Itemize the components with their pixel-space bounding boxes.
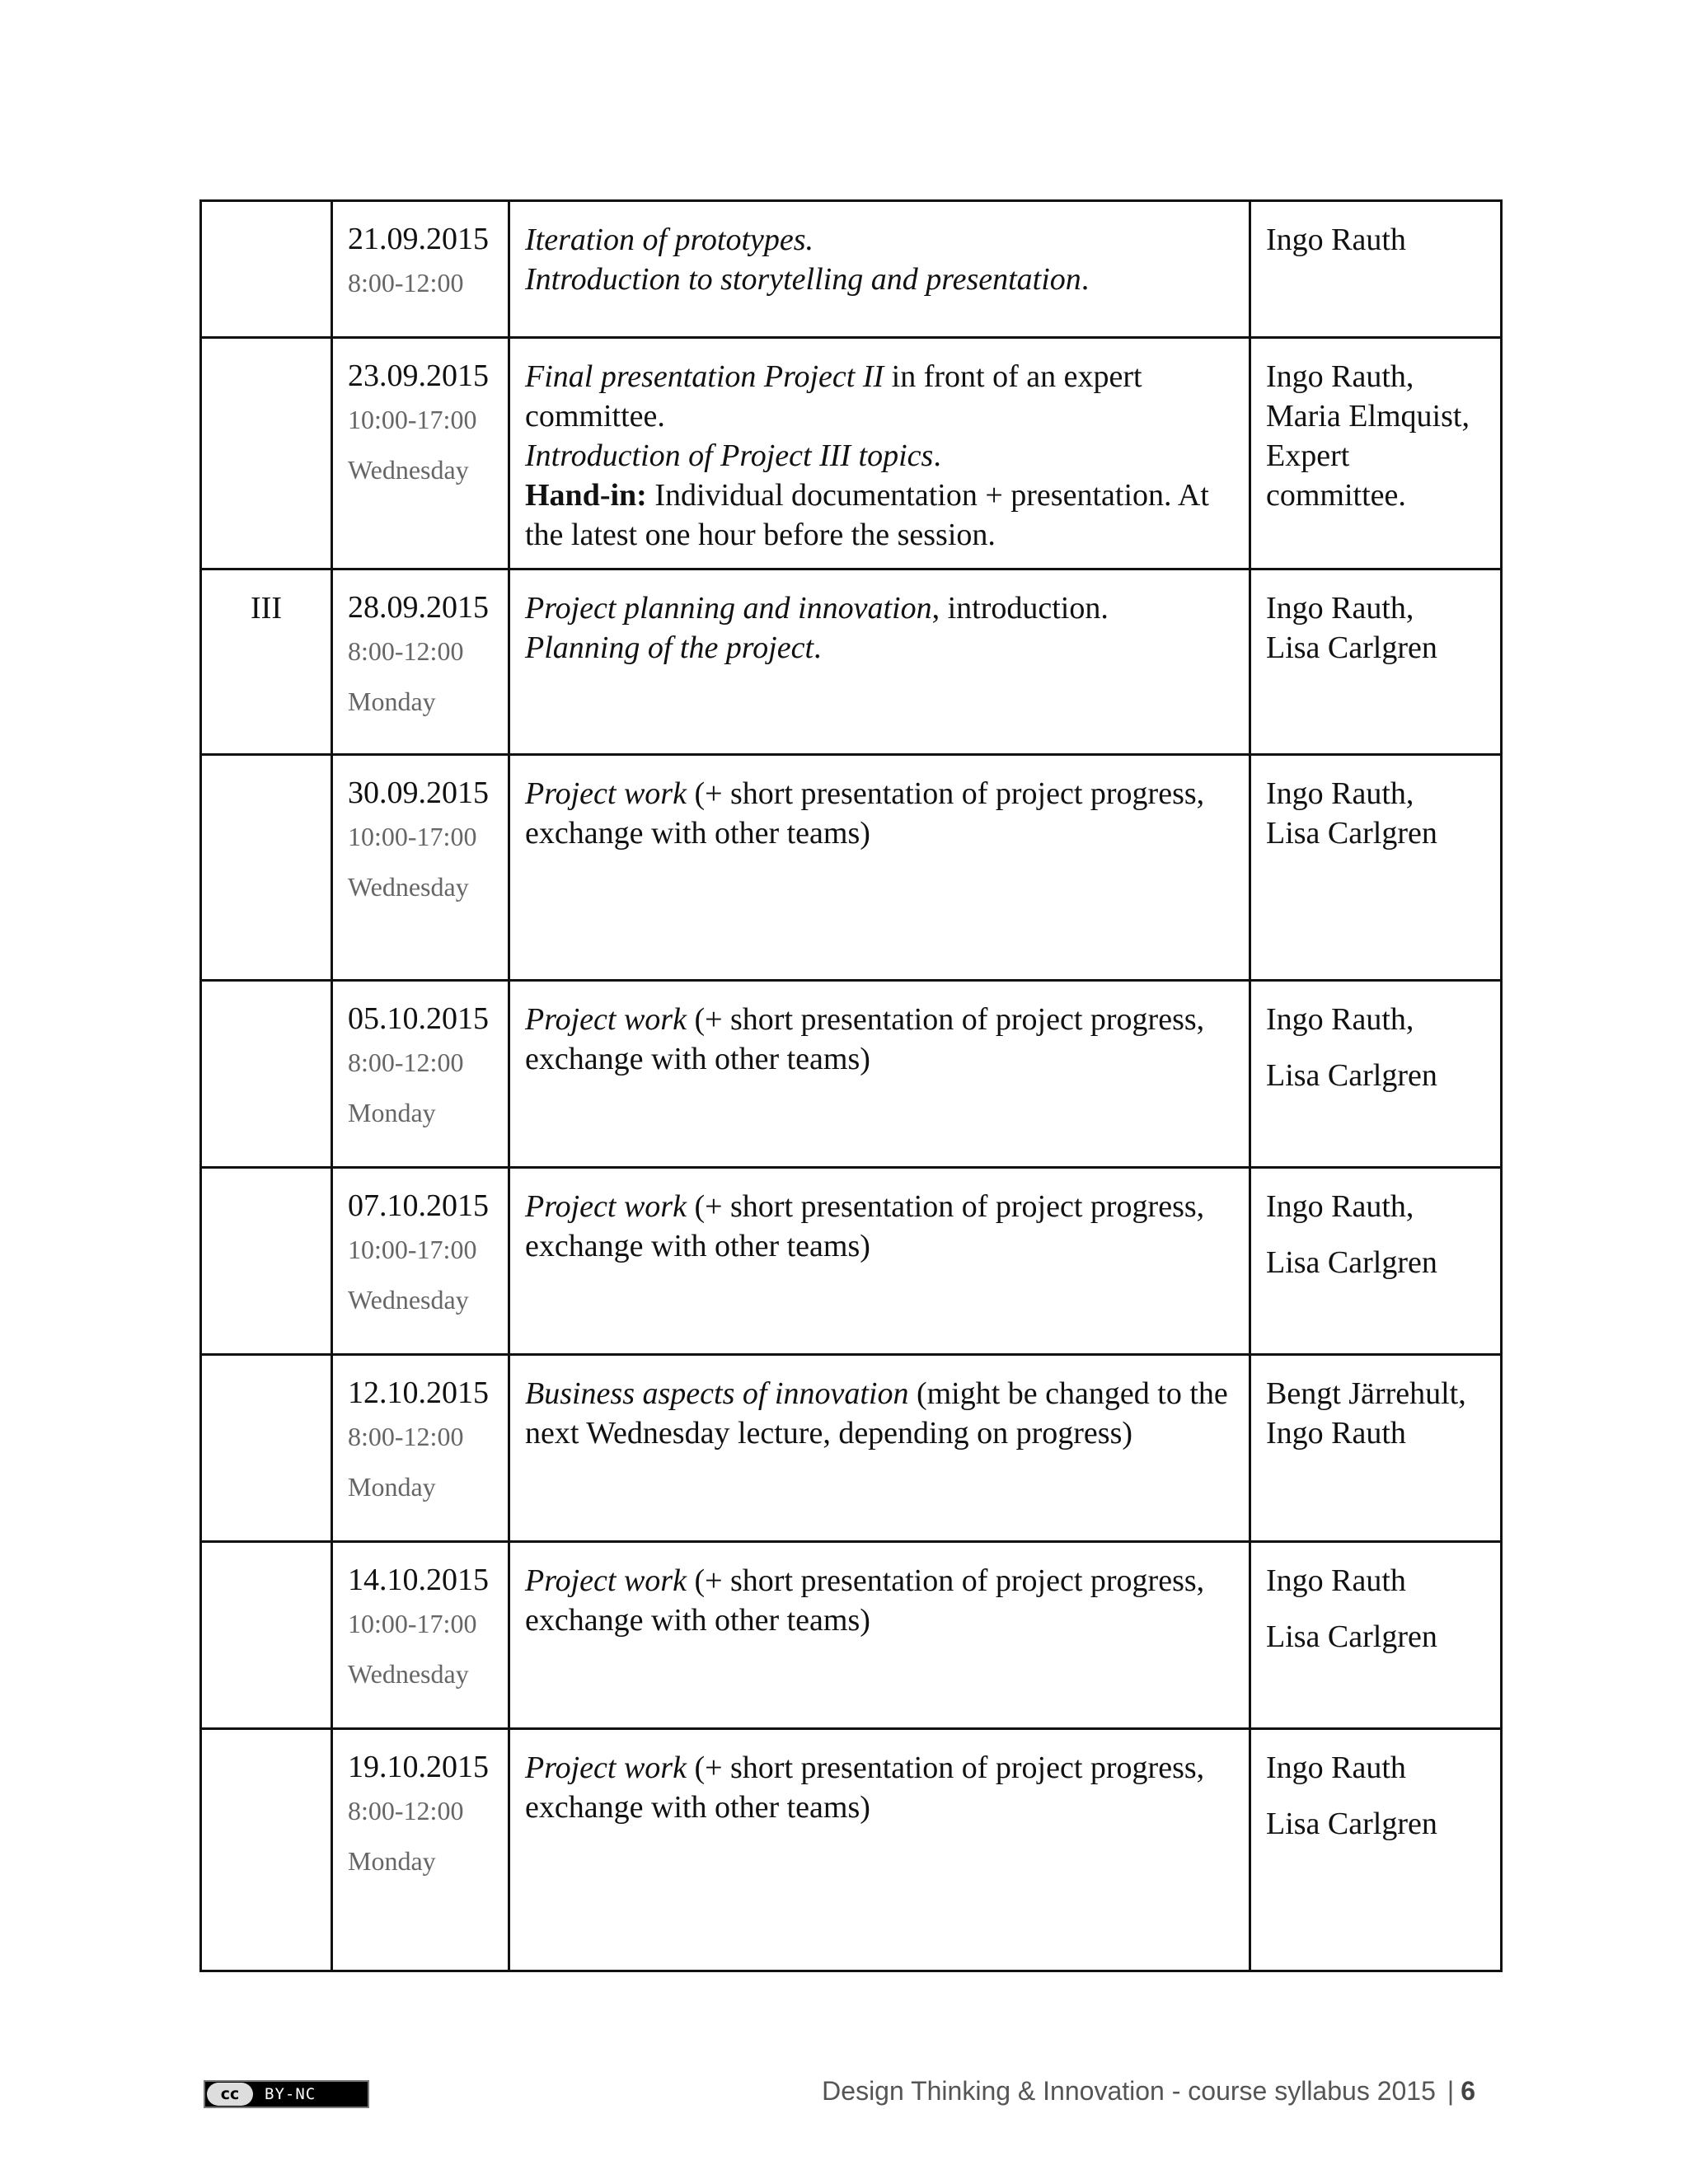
description-line [525, 628, 1234, 668]
session-date: 21.09.2015 [348, 222, 489, 256]
page-footer [822, 2076, 1475, 2107]
teacher-name: Ingo Rauth [1266, 1563, 1406, 1598]
description-text: (+ short presentation of project progress, exchange with other teams) [525, 1563, 1205, 1638]
schedule-row [201, 1729, 1502, 1971]
license-label: BY-NC [265, 2085, 316, 2103]
document-title: Design Thinking & Innovation - course syllabus 2015 [822, 2076, 1436, 2106]
session-weekday: Wednesday [348, 455, 469, 485]
teacher-name: Ingo Rauth, [1266, 776, 1414, 811]
teacher-name: Ingo Rauth [1266, 223, 1406, 257]
date-cell [332, 1542, 509, 1729]
description-text: , introduction. [931, 591, 1109, 626]
date-cell [332, 981, 509, 1168]
teacher-name: Lisa Carlgren [1266, 1245, 1437, 1280]
session-date: 07.10.2015 [348, 1188, 489, 1223]
teacher-name: Expert committee. [1266, 438, 1406, 513]
teacher-cell [1250, 1168, 1502, 1355]
description-line [525, 436, 1234, 476]
description-text: Project work [525, 1002, 687, 1037]
date-cell [332, 1168, 509, 1355]
session-time: 10:00-17:00 [348, 1609, 477, 1638]
session-time: 8:00-12:00 [348, 1796, 464, 1825]
session-weekday: Monday [348, 687, 436, 716]
description-text: Introduction of Project III topics [525, 438, 934, 473]
date-cell [332, 569, 509, 755]
session-time: 10:00-17:00 [348, 405, 477, 434]
description-line [525, 774, 1234, 853]
session-date: 30.09.2015 [348, 776, 489, 810]
description-cell [509, 981, 1250, 1168]
session-time: 8:00-12:00 [348, 636, 464, 666]
teacher-cell [1250, 338, 1502, 569]
date-cell [332, 1355, 509, 1542]
description-line [525, 588, 1234, 628]
description-cell [509, 569, 1250, 755]
teacher-cell [1250, 755, 1502, 981]
description-cell [509, 1355, 1250, 1542]
page-number: 6 [1461, 2076, 1475, 2106]
description-cell [509, 338, 1250, 569]
description-text: Project work [525, 1189, 687, 1224]
schedule-table [199, 199, 1503, 1972]
description-line [525, 1748, 1234, 1827]
description-text: (+ short presentation of project progress, exchange with other teams) [525, 1002, 1205, 1076]
schedule-row [201, 1355, 1502, 1542]
description-text: Iteration of prototypes. [525, 223, 814, 257]
session-date: 14.10.2015 [348, 1563, 489, 1597]
session-time: 10:00-17:00 [348, 822, 477, 851]
part-cell [201, 1168, 332, 1355]
session-time: 8:00-12:00 [348, 1047, 464, 1077]
schedule-row [201, 338, 1502, 569]
description-text: (+ short presentation of project progress, exchange with other teams) [525, 1189, 1205, 1263]
cc-license-badge [204, 2080, 369, 2108]
part-cell [201, 981, 332, 1168]
teacher-name: Ingo Rauth [1266, 1416, 1406, 1451]
teacher-cell [1250, 201, 1502, 338]
schedule-row [201, 569, 1502, 755]
description-cell [509, 755, 1250, 981]
description-cell [509, 1729, 1250, 1971]
teacher-name: Ingo Rauth, [1266, 591, 1414, 626]
schedule-row [201, 981, 1502, 1168]
description-text: (+ short presentation of project progress, exchange with other teams) [525, 776, 1205, 851]
teacher-name: Ingo Rauth, [1266, 359, 1414, 394]
description-text: (+ short presentation of project progress, exchange with other teams) [525, 1750, 1205, 1825]
description-cell [509, 1168, 1250, 1355]
session-date: 19.10.2015 [348, 1750, 489, 1784]
session-weekday: Monday [348, 1846, 436, 1876]
part-cell [201, 755, 332, 981]
description-text: Introduction to storytelling and presentation [525, 262, 1081, 297]
teacher-name: Bengt Järrehult, [1266, 1376, 1466, 1411]
session-weekday: Monday [348, 1098, 436, 1127]
description-line [525, 260, 1234, 299]
date-cell [332, 1729, 509, 1971]
description-line [525, 220, 1234, 260]
teacher-name: Lisa Carlgren [1266, 630, 1437, 665]
session-date: 28.09.2015 [348, 590, 489, 625]
teacher-name: Ingo Rauth, [1266, 1189, 1414, 1224]
cc-icon: cc [207, 2083, 253, 2106]
teacher-name: Maria Elmquist, [1266, 399, 1470, 434]
description-text: Final presentation Project II [525, 359, 884, 394]
session-time: 8:00-12:00 [348, 1422, 464, 1451]
description-text: Planning of the project [525, 630, 814, 665]
description-text: . [1081, 262, 1090, 297]
description-line [525, 476, 1234, 555]
session-date: 12.10.2015 [348, 1376, 489, 1410]
description-text: . [814, 630, 822, 665]
session-weekday: Wednesday [348, 1285, 469, 1315]
description-text: Individual documentation + presentation. At the latest one hour before the session. [525, 478, 1209, 552]
session-date: 05.10.2015 [348, 1001, 489, 1036]
description-line [525, 1000, 1234, 1079]
part-cell [201, 338, 332, 569]
part-cell [201, 569, 332, 755]
description-line [525, 1374, 1234, 1453]
part-cell [201, 201, 332, 338]
teacher-name: Lisa Carlgren [1266, 816, 1437, 851]
teacher-cell [1250, 981, 1502, 1168]
teacher-cell [1250, 1355, 1502, 1542]
session-time: 10:00-17:00 [348, 1235, 477, 1264]
description-cell [509, 201, 1250, 338]
schedule-row [201, 1168, 1502, 1355]
teacher-name: Lisa Carlgren [1266, 1058, 1437, 1093]
description-text: Project work [525, 1563, 687, 1598]
teacher-cell [1250, 1542, 1502, 1729]
part-cell [201, 1729, 332, 1971]
teacher-name: Lisa Carlgren [1266, 1619, 1437, 1654]
session-date: 23.09.2015 [348, 359, 489, 393]
schedule-body [201, 201, 1502, 1971]
date-cell [332, 755, 509, 981]
session-weekday: Wednesday [348, 872, 469, 902]
description-text: in front of an expert committee. [525, 359, 1142, 434]
description-cell [509, 1542, 1250, 1729]
session-weekday: Wednesday [348, 1659, 469, 1689]
session-time: 8:00-12:00 [348, 268, 464, 298]
description-text: (might be changed to the next Wednesday lecture, depending on progress) [525, 1376, 1228, 1451]
description-line [525, 1187, 1234, 1266]
part-label: III [251, 591, 282, 626]
date-cell [332, 338, 509, 569]
description-text: Business aspects of innovation [525, 1376, 909, 1411]
schedule-row [201, 755, 1502, 981]
teacher-cell [1250, 1729, 1502, 1971]
teacher-name: Ingo Rauth, [1266, 1002, 1414, 1037]
part-cell [201, 1542, 332, 1729]
description-text: Project planning and innovation [525, 591, 932, 626]
teacher-cell [1250, 569, 1502, 755]
teacher-name: Ingo Rauth [1266, 1750, 1406, 1785]
session-weekday: Monday [348, 1472, 436, 1502]
description-line [525, 1561, 1234, 1640]
footer-separator: | [1447, 2076, 1455, 2106]
description-line [525, 357, 1234, 436]
schedule-row [201, 201, 1502, 338]
description-text: Project work [525, 1750, 687, 1785]
schedule-row [201, 1542, 1502, 1729]
date-cell [332, 201, 509, 338]
teacher-name: Lisa Carlgren [1266, 1807, 1437, 1841]
description-text: . [933, 438, 941, 473]
part-cell [201, 1355, 332, 1542]
description-text: Hand-in: [525, 478, 647, 513]
description-text: Project work [525, 776, 687, 811]
